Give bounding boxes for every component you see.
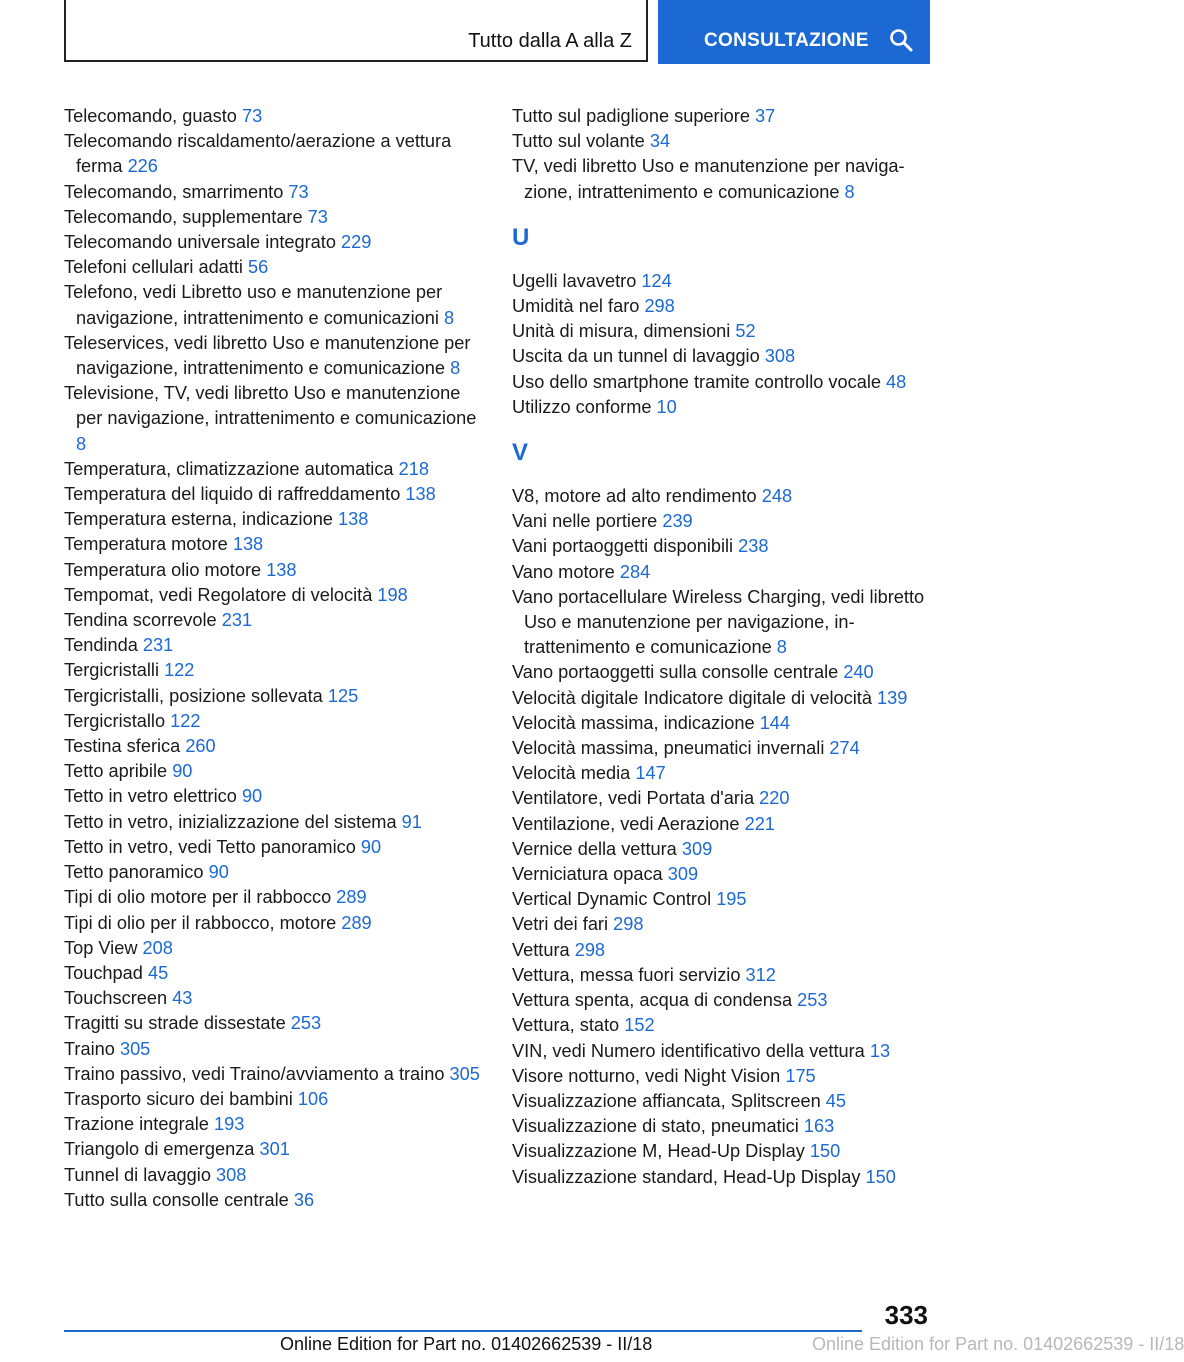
index-entry	[512, 104, 932, 129]
entry-text: Telecomando, supplementare	[64, 206, 303, 227]
index-entry	[64, 608, 484, 633]
page-link[interactable]: 253	[797, 990, 828, 1011]
section-letter-v: V	[512, 439, 529, 467]
entry-text: Vettura, stato	[512, 1015, 620, 1036]
entry-text: Tetto panoramico	[64, 862, 204, 883]
index-entry	[64, 684, 484, 709]
footer-divider	[64, 1330, 862, 1332]
entry-text: Vani nelle portiere	[512, 511, 658, 532]
page-link[interactable]: 34	[649, 131, 671, 152]
index-entry	[512, 887, 932, 912]
entry-text: Utilizzo conforme	[512, 396, 652, 417]
page-link[interactable]: 8	[76, 433, 87, 454]
entry-text: Tipi di olio per il rabbocco, motore	[64, 912, 337, 933]
page-header	[64, 0, 930, 64]
page-link[interactable]: 139	[877, 687, 908, 708]
index-column-right	[512, 104, 932, 1190]
index-entry	[64, 1137, 484, 1162]
index-entry	[64, 180, 484, 205]
page-link[interactable]: 90	[360, 836, 382, 857]
entry-text: Testina sferica	[64, 736, 181, 757]
page-link[interactable]: 248	[761, 486, 793, 507]
index-entry	[512, 1064, 932, 1089]
index-entry	[64, 583, 484, 608]
entry-text: Ventilatore, vedi Portata d'aria	[512, 788, 755, 809]
page-link[interactable]: 305	[119, 1038, 151, 1059]
index-entry	[512, 711, 932, 736]
index-entry	[512, 294, 932, 319]
index-entry	[64, 457, 484, 482]
page-link[interactable]: 8	[450, 358, 461, 379]
entry-text: Temperatura esterna, indicazione	[64, 509, 333, 530]
index-entry	[512, 1165, 932, 1190]
index-entry	[512, 370, 932, 395]
entry-text: Vettura, messa fuori servizio	[512, 964, 741, 985]
page-link[interactable]: 52	[735, 321, 756, 342]
entry-text: Tergicristallo	[64, 710, 166, 731]
index-entry	[64, 255, 484, 280]
page-link[interactable]: 298	[574, 939, 606, 960]
page-link[interactable]: 238	[738, 536, 769, 557]
entry-text: Verniciatura opaca	[512, 864, 663, 885]
page-link[interactable]: 8	[844, 181, 855, 202]
entry-text: Vano portaoggetti sulla consolle centrale	[512, 662, 839, 683]
page-link[interactable]: 147	[635, 763, 666, 784]
index-entry	[512, 988, 932, 1013]
index-entry	[64, 1037, 484, 1062]
index-entry	[512, 129, 932, 154]
page-link[interactable]: 274	[829, 738, 860, 759]
page-link[interactable]: 8	[776, 637, 787, 658]
page-link[interactable]: 124	[641, 270, 672, 291]
index-entry	[64, 759, 484, 784]
entry-text: Touchscreen	[64, 988, 168, 1009]
index-entry	[512, 585, 932, 661]
page-link[interactable]: 218	[398, 458, 429, 479]
entry-text: Tutto sul volante	[512, 131, 645, 152]
entry-text: Tetto in vetro elettrico	[64, 786, 237, 807]
index-entry	[512, 686, 932, 711]
page-link[interactable]: 289	[336, 887, 367, 908]
entry-text: Tutto sul padiglione superiore	[512, 106, 750, 126]
page-link[interactable]: 240	[843, 662, 874, 683]
entry-text: Tipi di olio motore per il rabbocco	[64, 887, 332, 908]
entry-text: Tunnel di lavaggio	[64, 1164, 211, 1185]
page-link[interactable]: 253	[290, 1013, 322, 1034]
index-entry	[512, 862, 932, 887]
page-link[interactable]: 208	[142, 937, 173, 958]
index-entry	[512, 963, 932, 988]
entry-text: Telefoni cellulari adatti	[64, 257, 243, 278]
index-entry	[512, 1139, 932, 1164]
page-link[interactable]: 36	[293, 1189, 315, 1210]
index-entry	[512, 1039, 932, 1064]
index-column-left	[64, 104, 484, 1213]
page-link[interactable]: 308	[764, 346, 796, 367]
entry-text: Velocità digitale Indicatore digitale di velocità	[512, 687, 872, 708]
page-link[interactable]: 150	[809, 1141, 841, 1162]
index-entry	[64, 331, 484, 381]
page-link[interactable]: 90	[208, 862, 229, 883]
entry-text: Visualizzazione affiancata, Splitscreen	[512, 1090, 821, 1111]
page-link[interactable]: 13	[869, 1040, 891, 1061]
page-link[interactable]: 122	[170, 710, 201, 731]
entry-text: Tutto sulla consolle centrale	[64, 1189, 289, 1210]
index-entry	[64, 835, 484, 860]
entry-text: Vettura	[512, 939, 570, 960]
index-entry	[64, 860, 484, 885]
entry-text: Tergicristalli, posizione sollevata	[64, 685, 323, 706]
index-entry	[64, 633, 484, 658]
entry-text: Visore notturno, vedi Night Vision	[512, 1065, 781, 1086]
index-entry	[64, 911, 484, 936]
page-link[interactable]: 298	[613, 914, 644, 935]
index-entry	[64, 709, 484, 734]
index-entry	[512, 1114, 932, 1139]
page-link[interactable]: 152	[624, 1015, 655, 1036]
entry-text: Touchpad	[64, 962, 143, 983]
edition-text: Online Edition for Part no. 01402662539 - II/18	[280, 1334, 653, 1354]
entry-text: Top View	[64, 937, 138, 958]
entry-text: Tendinda	[64, 635, 138, 656]
entry-text: Tempomat, vedi Regolatore di velocità	[64, 584, 373, 605]
page-link[interactable]: 195	[716, 889, 747, 910]
entry-text: Visualizzazione M, Head-Up Display	[512, 1141, 805, 1162]
entry-text: Tendina scorrevole	[64, 610, 217, 631]
entry-text: Trasporto sicuro dei bambini	[64, 1088, 293, 1109]
page-link[interactable]: 305	[449, 1063, 480, 1084]
index-entry	[512, 534, 932, 559]
page-link[interactable]: 45	[147, 962, 169, 983]
section-tab[interactable]	[64, 0, 648, 62]
entry-text: Uso dello smartphone tramite controllo vocale	[512, 371, 881, 392]
entry-text: Velocità massima, indicazione	[512, 712, 755, 733]
index-entry	[512, 912, 932, 937]
entry-text: Temperatura, climatizzazione automatica	[64, 458, 394, 479]
entry-text: Velocità media	[512, 763, 631, 784]
index-entry	[64, 1011, 484, 1036]
page-link[interactable]: 91	[401, 811, 422, 832]
page-link[interactable]: 122	[164, 660, 195, 681]
index-entry	[64, 658, 484, 683]
page-link[interactable]: 175	[785, 1065, 816, 1086]
index-entry	[512, 319, 932, 344]
index-entry	[512, 1013, 932, 1038]
page-link[interactable]: 144	[759, 712, 791, 733]
index-entry	[64, 381, 484, 457]
index-entry	[64, 810, 484, 835]
index-entry	[64, 734, 484, 759]
entry-text: TV, vedi libretto Uso e manutenzione per navigazione, intrattenimento e comunicazione	[512, 156, 905, 202]
page-link[interactable]: 73	[307, 206, 328, 227]
page-link[interactable]: 229	[341, 232, 372, 253]
page-link[interactable]: 239	[662, 511, 693, 532]
consultazione-label: CONSULTAZIONE	[704, 30, 869, 51]
index-entry	[512, 837, 932, 862]
page-link[interactable]: 138	[232, 534, 264, 555]
entry-text: Vernice della vettura	[512, 838, 677, 859]
index-entry	[64, 1163, 484, 1188]
watermark: Online Edition for Part no. 01402662539 - II/18	[812, 1334, 1184, 1354]
entry-text: Visualizzazione di stato, pneumatici	[512, 1116, 799, 1137]
index-entry	[64, 936, 484, 961]
page-link[interactable]: 284	[619, 561, 651, 582]
entry-text: Ugelli lavavetro	[512, 270, 637, 291]
page-link[interactable]: 221	[744, 813, 775, 834]
index-entry	[64, 1087, 484, 1112]
page-link[interactable]: 193	[213, 1114, 245, 1135]
page-link[interactable]: 301	[259, 1139, 290, 1160]
index-entry	[512, 509, 932, 534]
index-entry	[512, 395, 932, 420]
consultazione-button[interactable]	[658, 0, 930, 64]
entry-text: Telecomando, guasto	[64, 106, 237, 126]
page-link[interactable]: 56	[248, 257, 269, 278]
entry-text: Teleservices, vedi libretto Uso e manutenzione per navigazione, intrattenimento e comunicazione	[64, 332, 471, 379]
index-entry	[64, 784, 484, 809]
page-link[interactable]: 10	[656, 396, 677, 417]
page-link[interactable]: 138	[405, 484, 436, 505]
index-entry	[64, 558, 484, 583]
entry-text: Vano portacellulare Wireless Charging, vedi libretto Uso e manutenzione per navigazione, intrattenimento e comunicazione	[512, 586, 925, 658]
index-entry	[512, 269, 932, 294]
entry-text: Vani portaoggetti disponibili	[512, 536, 734, 557]
index-entry	[64, 1062, 484, 1087]
page-link[interactable]: 308	[216, 1164, 247, 1185]
entry-text: Temperatura motore	[64, 534, 228, 555]
page-link[interactable]: 198	[377, 584, 408, 605]
index-entry	[64, 1112, 484, 1137]
index-entry	[64, 986, 484, 1011]
section-letter-u: U	[512, 223, 530, 251]
index-entry	[64, 230, 484, 255]
index-entry	[64, 482, 484, 507]
index-entry	[64, 280, 484, 330]
entry-text: Televisione, TV, vedi libretto Uso e manutenzione per navigazione, intrattenimento e comunicazione	[64, 383, 477, 429]
index-entry	[512, 761, 932, 786]
index-entry	[512, 560, 932, 585]
page-link[interactable]: 309	[681, 838, 713, 859]
entry-text: Traino	[64, 1038, 115, 1059]
entry-text: Telecomando, smarrimento	[64, 181, 284, 202]
index-entry	[512, 154, 932, 204]
index-entry	[512, 660, 932, 685]
index-entry	[64, 1188, 484, 1213]
entry-text: Tetto apribile	[64, 761, 168, 782]
page-link[interactable]: 8	[444, 307, 455, 328]
entry-text: Umidità nel faro	[512, 296, 640, 317]
index-entry	[512, 1089, 932, 1114]
index-entry	[512, 812, 932, 837]
entry-text: Tragitti su strade dissestate	[64, 1013, 286, 1034]
index-entry	[64, 129, 484, 179]
page-link[interactable]: 73	[288, 181, 309, 202]
page-link[interactable]: 138	[266, 559, 297, 580]
page-number: 333	[884, 1300, 928, 1330]
index-entry	[512, 344, 932, 369]
index-entry	[512, 484, 932, 509]
page-link[interactable]: 125	[327, 685, 359, 706]
entry-text: Tetto in vetro, vedi Tetto panoramico	[64, 836, 356, 857]
page-link[interactable]: 37	[755, 106, 776, 126]
search-icon	[889, 28, 913, 57]
entry-text: Trazione integrale	[64, 1114, 209, 1135]
entry-text: Uscita da un tunnel di lavaggio	[512, 346, 760, 367]
page-link[interactable]: 226	[127, 156, 158, 177]
page-link[interactable]: 163	[803, 1116, 835, 1137]
entry-text: Tetto in vetro, inizializzazione del sistema	[64, 811, 397, 832]
entry-text: Telecomando riscaldamento/aerazione a vettura ferma	[64, 131, 452, 177]
entry-text: V8, motore ad alto rendimento	[512, 486, 757, 507]
page-link[interactable]: 90	[241, 786, 263, 807]
entry-text: VIN, vedi Numero identificativo della vettura	[512, 1040, 865, 1061]
page-link[interactable]: 298	[644, 296, 675, 317]
entry-text: Vettura spenta, acqua di condensa	[512, 990, 793, 1011]
entry-text: Vetri dei fari	[512, 914, 609, 935]
entry-text: Telecomando universale integrato	[64, 232, 336, 253]
entry-text: Traino passivo, vedi Traino/avviamento a traino	[64, 1063, 445, 1084]
entry-text: Telefono, vedi Libretto uso e manutenzione per navigazione, intrattenimento e comunicazioni	[64, 282, 443, 328]
page-link[interactable]: 73	[241, 106, 263, 126]
index-entry	[64, 205, 484, 230]
index-entry	[64, 507, 484, 532]
index-entry	[64, 532, 484, 557]
entry-text: Visualizzazione standard, Head-Up Display	[512, 1166, 861, 1187]
index-entry	[512, 938, 932, 963]
entry-text: Ventilazione, vedi Aerazione	[512, 813, 740, 834]
index-entry	[64, 885, 484, 910]
entry-text: Temperatura del liquido di raffreddamento	[64, 484, 401, 505]
section-title: Tutto dalla A alla Z	[468, 30, 632, 52]
page-link[interactable]: 45	[825, 1090, 846, 1111]
entry-text: Unità di misura, dimensioni	[512, 321, 731, 342]
page-link[interactable]: 231	[221, 610, 253, 631]
entry-text: Vano motore	[512, 561, 615, 582]
page-link[interactable]: 231	[142, 635, 174, 656]
page-link[interactable]: 309	[667, 864, 699, 885]
page-link[interactable]: 312	[745, 964, 776, 985]
entry-text: Tergicristalli	[64, 660, 159, 681]
entry-text: Velocità massima, pneumatici invernali	[512, 738, 825, 759]
page-link[interactable]: 90	[172, 761, 193, 782]
entry-text: Temperatura olio motore	[64, 559, 262, 580]
page-link[interactable]: 260	[185, 736, 216, 757]
index-entry	[512, 786, 932, 811]
page-link[interactable]: 138	[337, 509, 369, 530]
index-entry	[64, 104, 484, 129]
index-entry	[512, 736, 932, 761]
page-link[interactable]: 150	[865, 1166, 896, 1187]
entry-text: Triangolo di emergenza	[64, 1139, 255, 1160]
page-link[interactable]: 106	[297, 1088, 329, 1109]
entry-text: Vertical Dynamic Control	[512, 889, 712, 910]
page-link[interactable]: 48	[886, 371, 907, 392]
page-link[interactable]: 289	[341, 912, 372, 933]
page-link[interactable]: 43	[172, 988, 193, 1009]
page-link[interactable]: 220	[759, 788, 790, 809]
index-entry	[64, 961, 484, 986]
